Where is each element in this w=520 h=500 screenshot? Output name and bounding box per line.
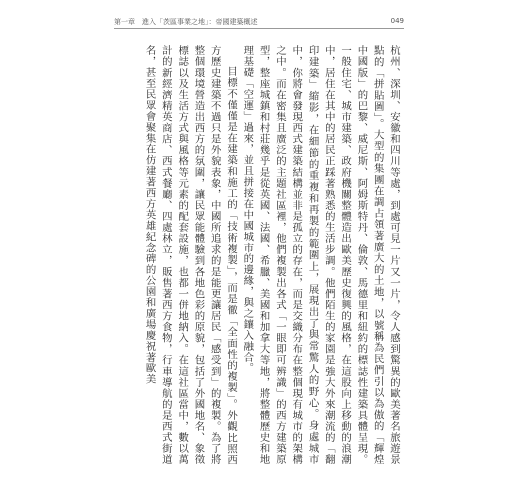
page-number: 049: [390, 17, 404, 25]
paragraph: 杭州、深圳、安徽和四川等處，到處可見一片又一片，令人感到驚異的歐美著名旅遊景點的「拼貼圖」。大型的集團在調占領著廣大的土地，以號稱為民們引以為傲的「輝煌中國版」的巴黎、威尼斯、阿姆斯特丹、倫敦、馬德里和紐約的標誌性建築具體呈現。一般住宅、城市建築、政府機關整體造出歐美歷史復興的風格，在這股向上移動的浪潮中，居住在其中的居民正踩著熟悉的生活步調。他們陌生的家園是強大外來潮流的「翻印建築」縮影，在細節的重複和再製的範圍上，展現出了與常驚人的野心。身處城市中，你將會發現西式建築結構並非是孤立的存在，而是交織分布在整個現有城市的架構之中。而在密集且廣泛的主題社區裡，他們複製出各式「一眼即可辨識」的西方建築原型，整座城鎮和村莊幾乎是從英國、法國、希臘、美國和加拿大等地，將整體歷史和地理基礎「空運」過來，並且拼接在中國城市的邊緣，與之鑲入融合。: [241, 45, 400, 465]
body-text: [115, 45, 402, 465]
paragraph: 目標不僅僅是在建築和施工的「技術複製」，而是徹「全面性的複製」。外觀比照西方歷史建築不過只是外貌表象，中國所追求的是能更讓居民「感受到」的複製。為了將整個環境營造出西方的氛圍，讓民眾能體驗到各地色彩的原貌，包括了外國地名、象徵標誌以及生活方式與風格等元素的配套設施，也都一併地納入。在這社區當中，數以萬計的新經濟精英商店、西式餐廳、四處林立，販售著西方食物，行車導航的是西式街道名，甚至民眾會聚集在仿建著西方英雄紀念碑的公園和廣場慶祝著歐美: [143, 45, 238, 465]
running-title: 第一章 進入「茨區事業之地」：帝國建築概述: [114, 18, 258, 26]
header-rule: [114, 28, 404, 29]
